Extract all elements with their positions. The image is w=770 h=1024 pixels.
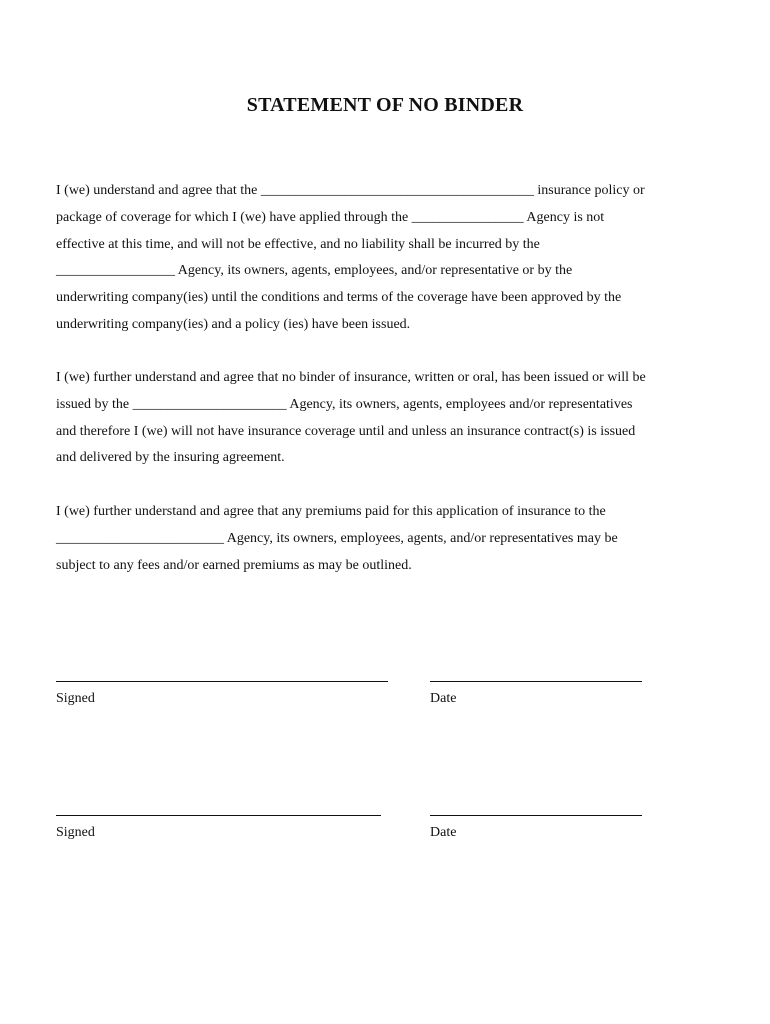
paragraph-line: _________________ Agency, its owners, agents, employees, and/or representative or by the <box>56 263 573 279</box>
paragraph-line: ________________________ Agency, its owners, employees, agents, and/or representatives may be <box>56 530 618 546</box>
paragraph-line: and therefore I (we) will not have insurance coverage until and unless an insurance contract(s) is issued <box>56 423 636 439</box>
paragraph-line: issued by the ______________________ Agency, its owners, agents, employees and/or representatives <box>56 396 633 412</box>
paragraph-line: I (we) further understand and agree that any premiums paid for this application of insurance to the <box>56 504 606 519</box>
paragraph-policy-not-effective <box>56 178 716 339</box>
paragraph-line: I (we) understand and agree that the _______________________________________ insurance policy or <box>56 183 645 198</box>
date-label-1: Date <box>430 691 457 706</box>
signed-label-1: Signed <box>56 691 95 706</box>
paragraph-line: subject to any fees and/or earned premiums as may be outlined. <box>56 557 412 573</box>
signature-line-1[interactable] <box>56 681 388 682</box>
paragraph-line: underwriting company(ies) and a policy (ies) have been issued. <box>56 316 411 332</box>
paragraph-line: I (we) further understand and agree that no binder of insurance, written or oral, has been issued or will be <box>56 370 646 385</box>
date-line-1[interactable] <box>430 681 642 682</box>
paragraph-no-binder-issued <box>56 365 716 472</box>
document-title: STATEMENT OF NO BINDER <box>246 94 524 116</box>
paragraph-line: effective at this time, and will not be effective, and no liability shall be incurred by the <box>56 236 540 252</box>
signature-line-2[interactable] <box>56 815 381 816</box>
date-line-2[interactable] <box>430 815 642 816</box>
date-label-2: Date <box>430 825 457 840</box>
paragraph-line: and delivered by the insuring agreement. <box>56 450 285 466</box>
paragraph-line: underwriting company(ies) until the conditions and terms of the coverage have been approved by the <box>56 290 622 306</box>
paragraph-line: package of coverage for which I (we) have applied through the ________________ Agency is not <box>56 209 605 225</box>
signed-label-2: Signed <box>56 825 95 840</box>
paragraph-premiums-fees <box>56 499 716 579</box>
